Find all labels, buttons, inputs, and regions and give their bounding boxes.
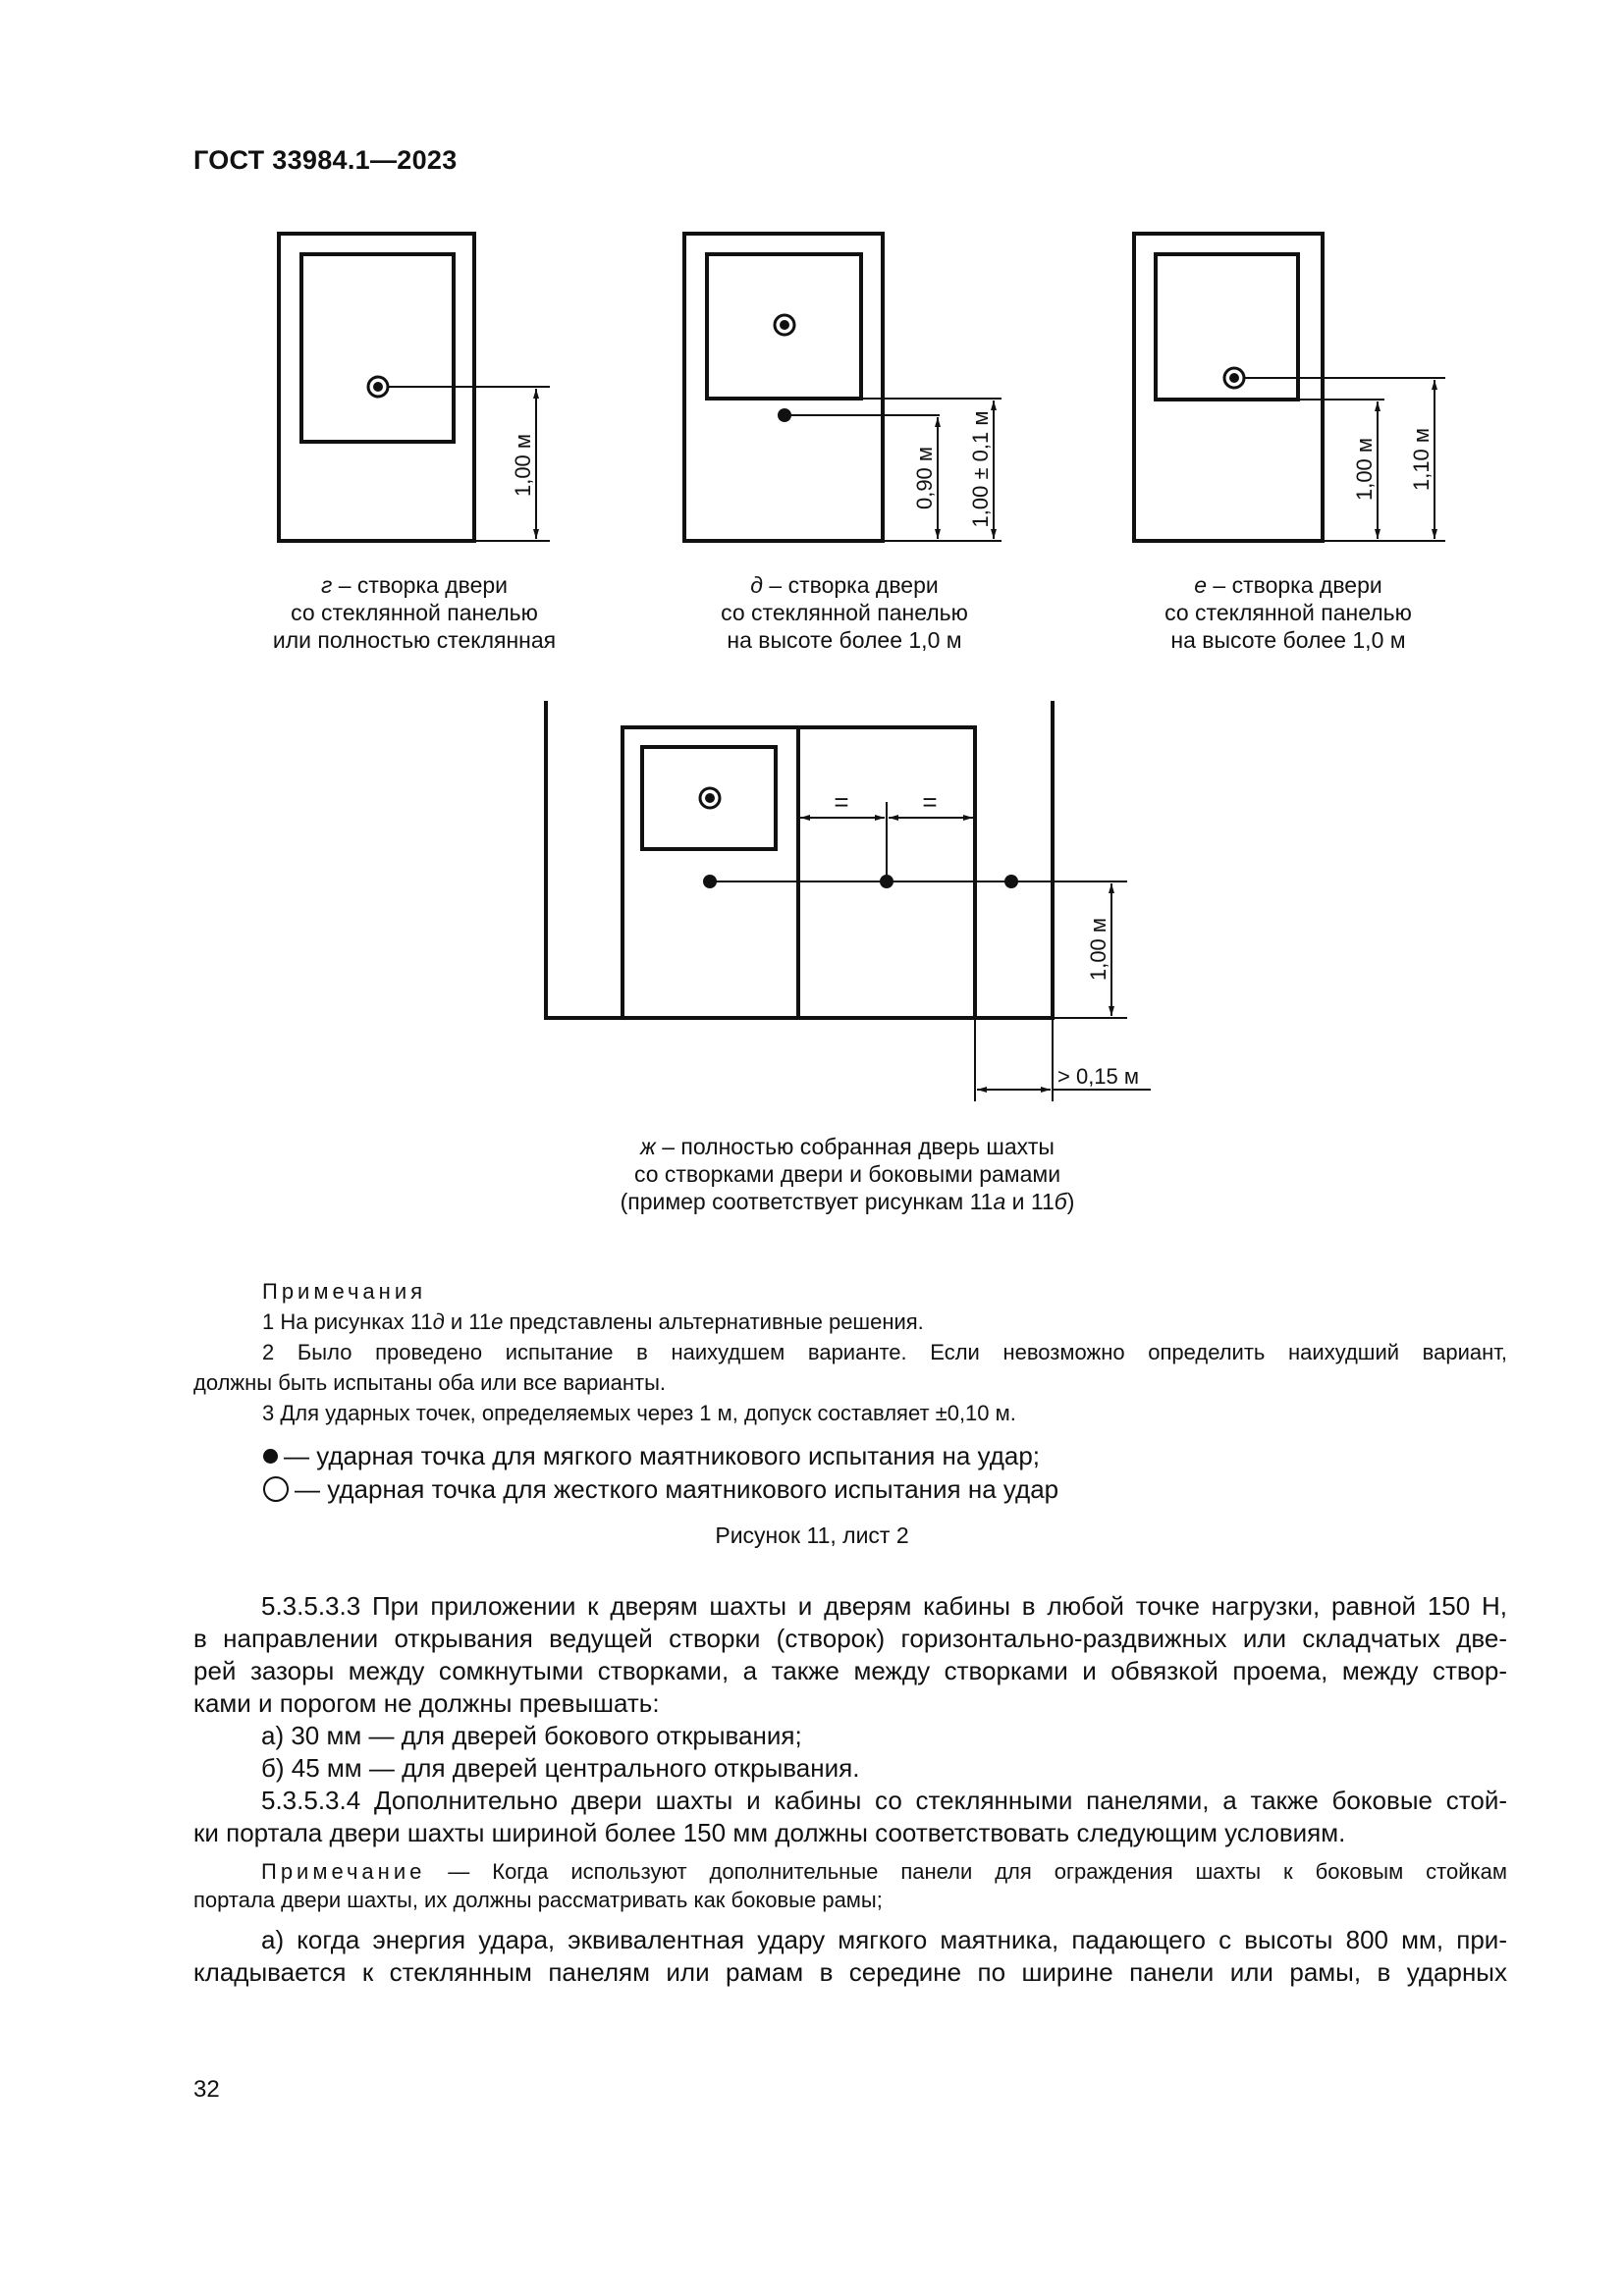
figure-g-door bbox=[279, 234, 550, 541]
paragraph-5-3-5-3-3-line-4: ками и порогом не должны превышать: bbox=[193, 1688, 660, 1718]
dim-zh-height: 1,00 м bbox=[1086, 917, 1110, 982]
page-number: 32 bbox=[193, 2076, 220, 2103]
paragraph-5-3-5-3-4-line-1: 5.3.5.3.4 Дополнительно двери шахты и кабины со стеклянными панелями, а также боковые стой- bbox=[261, 1786, 1507, 1815]
paragraph-5-3-5-3-3-line-3: рей зазоры между сомкнутыми створками, а также между створками и обвязкой проема, между створ- bbox=[193, 1656, 1507, 1685]
dim-e-h1: 1,00 м bbox=[1352, 437, 1377, 502]
paragraph-a-line-1: а) когда энергия удара, эквивалентная удару мягкого маятника, падающего с высоты 800 мм, при- bbox=[261, 1925, 1507, 1954]
note-line-2: портала двери шахты, их должны рассматривать как боковые рамы; bbox=[193, 1888, 883, 1912]
paragraph-5-3-5-3-3-line-2: в направлении открывания ведущей створки (створок) горизонтально-раздвижных или складчатых две- bbox=[193, 1624, 1507, 1653]
caption-g: г – створка двери со стеклянной панелью или полностью стеклянная bbox=[272, 572, 557, 653]
legend bbox=[263, 1439, 1058, 1506]
list-item-b: б) 45 мм — для дверей центрального открывания. bbox=[261, 1753, 860, 1783]
legend-hard: — ударная точка для жесткого маятникового испытания на удар bbox=[263, 1472, 1058, 1506]
dim-equal-left: = bbox=[834, 787, 849, 817]
legend-soft: — ударная точка для мягкого маятникового испытания на удар; bbox=[263, 1439, 1058, 1472]
dim-g-height: 1,00 м bbox=[511, 433, 535, 498]
hard-impact-point-icon bbox=[263, 1476, 289, 1502]
caption-d: д – створка двери со стеклянной панелью на высоте более 1,0 м bbox=[721, 572, 968, 653]
document-header: ГОСТ 33984.1—2023 bbox=[193, 145, 458, 175]
body-text bbox=[193, 1590, 1507, 1989]
note-1: 1 На рисунках 11д и 11е представлены альтернативные решения. bbox=[262, 1309, 924, 1334]
figure-zh-assembled-door bbox=[546, 701, 1151, 1101]
soft-impact-point-icon bbox=[263, 1449, 278, 1464]
dim-d-h1: 0,90 м bbox=[912, 446, 937, 510]
dim-zh-gap: > 0,15 м bbox=[1057, 1064, 1140, 1089]
caption-e: е – створка двери со стеклянной панелью на высоте более 1,0 м bbox=[1164, 572, 1412, 653]
figure-notes bbox=[193, 1276, 1507, 1428]
figure-d-door bbox=[684, 234, 1001, 541]
soft-impact-point-icon bbox=[703, 875, 717, 888]
dim-d-h2: 1,00 ± 0,1 м bbox=[968, 410, 993, 528]
paragraph-5-3-5-3-4-line-2: ки портала двери шахты шириной более 150 мм должны соответствовать следующим условиям. bbox=[193, 1818, 1346, 1847]
dim-equal-right: = bbox=[922, 787, 938, 817]
soft-impact-point-icon bbox=[1004, 875, 1018, 888]
note-2-line-2: должны быть испытаны оба или все варианты. bbox=[193, 1370, 667, 1395]
note-2-line-1: 2 Было проведено испытание в наихудшем варианте. Если невозможно определить наихудший вариант, bbox=[262, 1340, 1507, 1364]
figure-title: Рисунок 11, лист 2 bbox=[715, 1522, 909, 1548]
list-item-a: а) 30 мм — для дверей бокового открывания; bbox=[261, 1721, 802, 1750]
dim-e-h2: 1,10 м bbox=[1409, 427, 1434, 492]
caption-zh: ж – полностью собранная дверь шахты со створками двери и боковыми рамами (пример соответствует рисункам 11а и 11б) bbox=[620, 1134, 1075, 1214]
notes-title: Примечания bbox=[262, 1279, 427, 1304]
note-line-1: Примечание — Когда используют дополнительные панели для ограждения шахты к боковым стойкам bbox=[261, 1859, 1507, 1884]
figure-e-door bbox=[1134, 234, 1445, 541]
paragraph-5-3-5-3-3-line-1: 5.3.5.3.3 При приложении к дверям шахты и дверям кабины в любой точке нагрузки, равной 150 Н, bbox=[261, 1591, 1507, 1621]
paragraph-a-line-2: кладывается к стеклянным панелям или рамам в середине по ширине панели или рамы, в ударных bbox=[193, 1957, 1507, 1987]
note-3: 3 Для ударных точек, определяемых через 1 м, допуск составляет ±0,10 м. bbox=[262, 1401, 1016, 1425]
